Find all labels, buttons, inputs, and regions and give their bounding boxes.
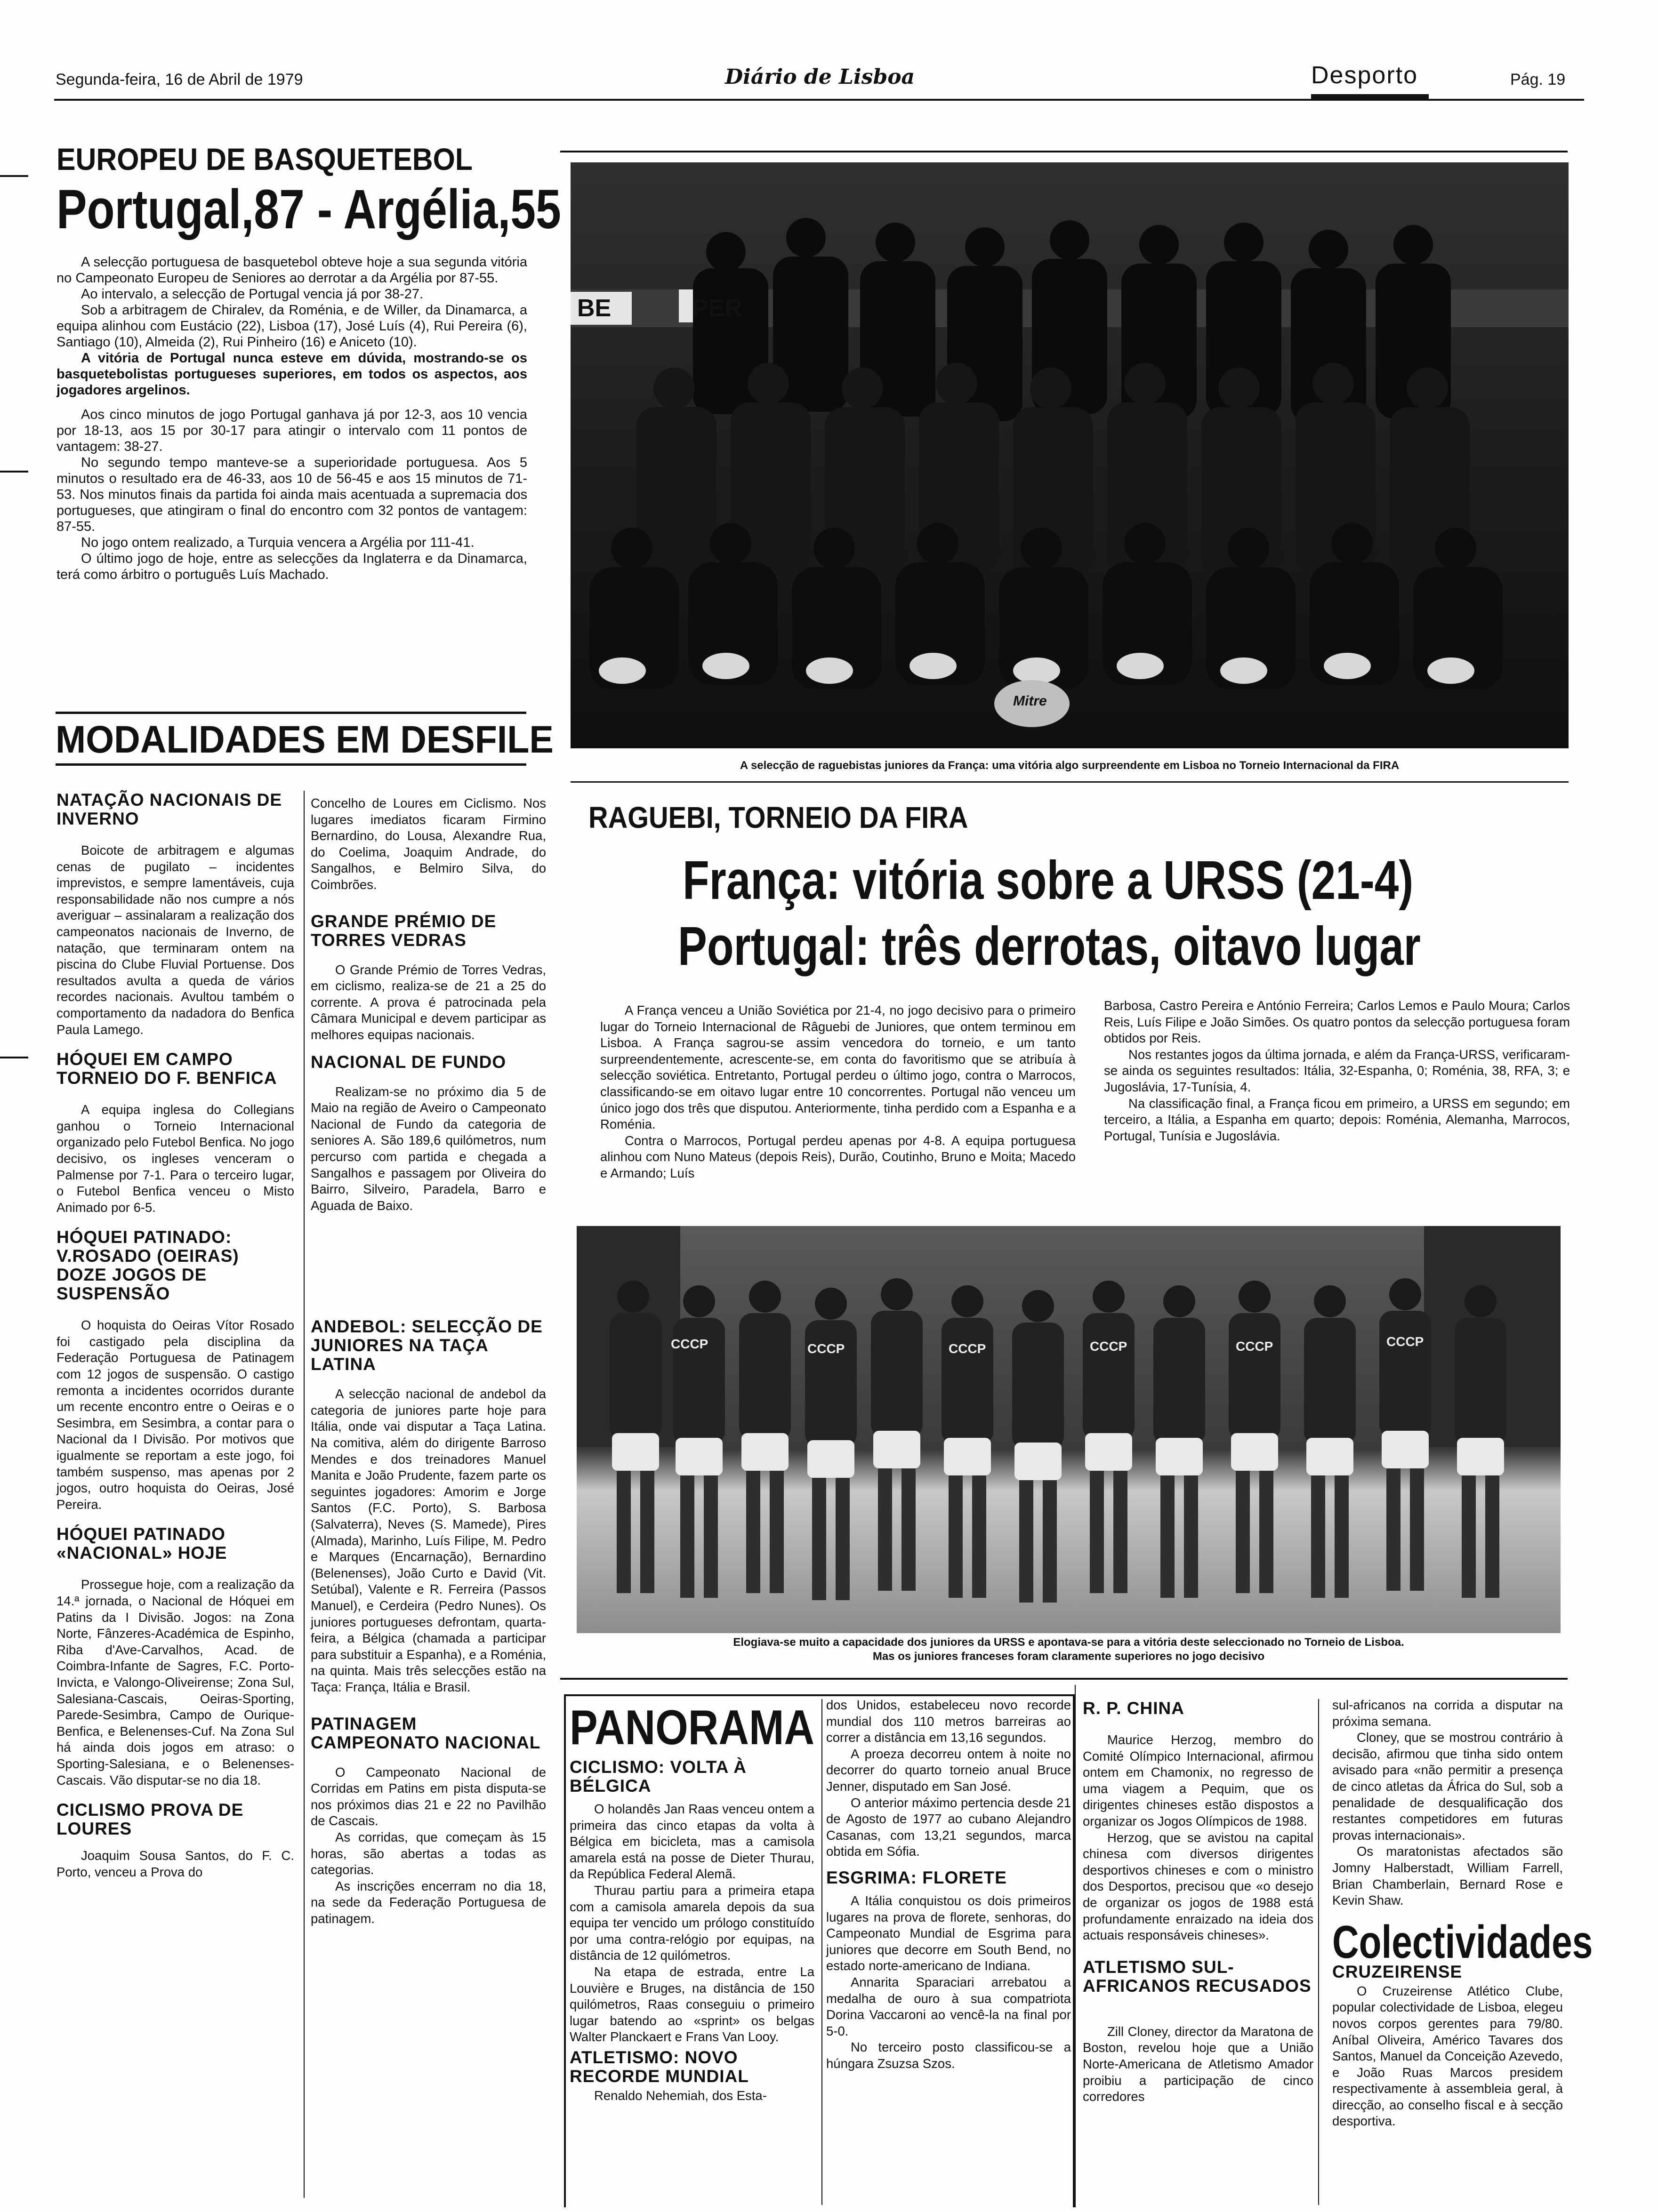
paragraph: Prossegue hoje, com a realização da 14.ª jornada, o Nacional de Hóquei em Patins da I Divisão. Jogos: na Zona Norte, Fânzeres-Académica de Espinho, Riba d'Ave-Carvalhos, Acad. de Coimbra-Infante de Sagres, F.C. Porto-Invicta, e Valongo-Oliveirense; Zona Sul, Salesiana-Cascais, Oeiras-Sporting, Parede-Sesimbra, Campo de Ourique-Benfica, e Belenenses-Cuf. Na Zona Sul há ainda dois jogos em atraso: o Sporting-Salesiana, e o Belenenses-Cascais. Vão disputar-se no dia 18.: [56, 1577, 294, 1787]
paragraph: Thurau partiu para a primeira etapa com a camisola amarela depois da sua equipa ter vencido um prólogo constituído por uma contra-relógio por equipas, na distância de 12 quilómetros.: [570, 1883, 814, 1963]
news-item: [56, 1801, 294, 1880]
team-photo-urss-graphic: [577, 1226, 1561, 1633]
item-title: ATLETISMO SUL-AFRICANOS RECUSADOS: [1083, 1957, 1312, 1996]
ball-brand: Mitre: [1013, 693, 1047, 709]
masthead-rule: [54, 99, 1584, 101]
caption-rule: [571, 781, 1569, 783]
shirt-lettering: CCCP: [1236, 1339, 1273, 1354]
item-body: [56, 1102, 294, 1216]
paragraph: O anterior máximo pertencia desde 21 de Agosto de 1977 ao cubano Alejandro Casanas, com 13,21 segundos, marca obtida em Sófia.: [826, 1795, 1071, 1859]
item-body: [311, 1764, 546, 1927]
paragraph: dos Unidos, estabeleceu novo recorde mundial dos 110 metros barreiras ao correr a distância em 13,16 segundos.: [826, 1698, 1071, 1745]
paragraph: Barbosa, Castro Pereira e António Ferreira; Carlos Lemos e Paulo Moura; Carlos Reis, Luís Filipe e João Simões. Os quatro pontos da selecção portuguesa foram obtidos por Reis.: [1104, 998, 1570, 1046]
column-divider: [821, 1699, 822, 2205]
basket-article: [56, 141, 561, 706]
modalidades-col-1: [56, 791, 294, 2207]
ad-board-text: BE: [577, 295, 612, 322]
rugby-headline-2-text: Portugal: três derrotas, oitavo lugar: [678, 915, 1421, 977]
colectividades-heading-text: Colectividades: [1332, 1915, 1593, 1968]
item-title: HÓQUEI PATINADO: V.ROSADO (OEIRAS) DOZE JOGOS DE SUSPENSÃO: [56, 1227, 239, 1304]
news-item: [56, 791, 294, 1038]
item-body: [826, 1697, 1071, 1860]
item-body: [570, 2088, 814, 2104]
paragraph: Sob a arbitragem de Chiralev, da Roménia, e de Willer, da Dinamarca, a equipa alinhou com Eustácio (22), Lisboa (17), José Luís (4), Rui Pereira (6), Santiago (10), Almeida (2), Rui Pinheiro (16) e Aniceto (10).: [56, 303, 527, 350]
newspaper-title: Diário de Lisboa: [725, 65, 915, 89]
rugby-kicker-text: RAGUEBI, TORNEIO DA FIRA: [588, 801, 968, 834]
margin-mark: [0, 175, 28, 177]
section-name: Desporto: [1311, 62, 1418, 89]
panorama-col-2: [826, 1697, 1071, 2205]
modalidades-heading: [56, 718, 554, 761]
paragraph: A selecção portuguesa de basquetebol obteve hoje a sua segunda vitória no Campeonato Europeu de Seniores ao derrotar a da Argélia por 87-55.: [56, 255, 527, 286]
basket-kicker: [56, 141, 527, 179]
paragraph: Boicote de arbitragem e algumas cenas de pugilato – incidentes imprevistos, e sempre lamentáveis, cuja responsabilidade não nos cumpre a nós averiguar – assinalaram a realização dos campeonatos nacionais de Inverno, de natação, que terminaram ontem na piscina do Clube Fluvial Portuense. Dos resultados avulta a queda de vários recordes nacionais. Avultou também o comportamento da nadadora do Benfica Paula Lamego.: [56, 843, 294, 1037]
team-photo-france-graphic: [571, 162, 1569, 748]
item-body: [826, 1893, 1071, 2072]
item-title: PATINAGEM CAMPEONATO NACIONAL: [311, 1714, 541, 1752]
paragraph: A selecção nacional de andebol da categoria de juniores parte hoje para Itália, onde vai disputar a Taça Latina. Na comitiva, além do dirigente Barroso Mendes e dos treinadores Manuel Manita e João Prudente, fazem parte os seguintes jogadores: Amorim e Jorge Santos (F.C. Porto), S. Barbosa (Salvaterra), Neves (S. Mamede), Pires (Almada), Marinho, Luís Filipe, M. Pedro e Marques (Encarnação), Bernardino (Belenenses), João Curto e David (Vit. Setúbal), Valente e R. Ferreira (Passos Manuel), e Cerdeira (Pedro Nunes). Os juniores portugueses defrontam, quarta-feira, a Bélgica (chamada a participar para substituir a Espanha), e a Roménia, na quinta. Mais três selecções estão na Taça: França, Itália e Brasil.: [311, 1387, 546, 1694]
shirt-lettering: CCCP: [1386, 1334, 1424, 1349]
modalidades-rule-bottom: [56, 763, 526, 766]
item-body: [56, 842, 294, 1038]
item-title: ANDEBOL: SELECÇÃO DE JUNIORES NA TAÇA LATINA: [311, 1317, 543, 1374]
item-title: NATAÇÃO NACIONAIS DE INVERNO: [56, 790, 282, 828]
paragraph: Zill Cloney, director da Maratona de Boston, revelou hoje que a União Norte-Americana de Atletismo Amador proibiu a participação de cinco corredores: [1083, 2024, 1313, 2104]
item-title: CICLISMO PROVA DE LOURES: [56, 1800, 244, 1839]
item-title: HÓQUEI PATINADO «NACIONAL» HOJE: [56, 1524, 227, 1563]
item-body: [56, 1848, 294, 1880]
panorama-heading: [570, 1700, 815, 1755]
column-divider: [304, 791, 305, 2198]
paragraph: Realizam-se no próximo dia 5 de Maio na região de Aveiro o Campeonato Nacional de Fundo da categoria de seniores A. São 189,6 quilómetros, num percurso com partida e chegada a Sangalhos e passagem por Oliveira do Bairro, Silveiro, Paradela, Barro e Aguada de Baixo.: [311, 1084, 546, 1213]
item-title: CICLISMO: VOLTA À BÉLGICA: [570, 1757, 747, 1795]
basket-headline-text: Portugal,87 - Argélia,55: [56, 178, 561, 240]
shirt-lettering: CCCP: [949, 1341, 986, 1356]
news-item: [56, 1050, 294, 1216]
rugby-headline-1: [683, 850, 1530, 915]
rugby-headline-2: [678, 915, 1525, 981]
paragraph: As corridas, que começam às 15 horas, são abertas a todas as categorias.: [311, 1829, 546, 1877]
paragraph: Os maratonistas afectados são Jomny Halberstadt, William Farrell, Brian Chamberlain, Bernard Rose e Kevin Shaw.: [1332, 1844, 1563, 1908]
paragraph: No jogo ontem realizado, a Turquia vencera a Argélia por 111-41.: [81, 535, 475, 550]
paragraph: As inscrições encerram no dia 18, na sede da Federação Portuguesa de patinagem.: [311, 1878, 546, 1926]
paragraph: A vitória de Portugal nunca esteve em dúvida, mostrando-se os basquetebolistas portugueses superiores, em todos os aspectos, aos jogadores argelinos.: [56, 351, 527, 398]
ad-board-text: PER: [692, 295, 742, 322]
panorama-col-4: [1332, 1697, 1593, 2205]
rugby-rule-bottom: [560, 1678, 1568, 1680]
paragraph: O holandês Jan Raas venceu ontem a primeira das cinco etapas da volta à Bélgica em bicicleta, mas a camisola amarela está na posse de Dieter Thurau, da República Federal Alemã.: [570, 1802, 814, 1882]
basket-kicker-text: EUROPEU DE BASQUETEBOL: [56, 142, 473, 176]
item-body: [1332, 1697, 1563, 1909]
paragraph: No segundo tempo manteve-se a superioridade portuguesa. Aos 5 minutos o resultado era de 46-33, aos 10 de 56-45 e aos 15 minutos de 71-53. Nos minutos finais da partida foi ainda mais acentuada a supremacia dos portugueses, que atingiram o final do encontro com 32 pontos de vantagem: 87-55.: [56, 455, 527, 534]
news-item: [56, 1525, 294, 1788]
news-item: [311, 1715, 546, 1927]
paragraph: Nos restantes jogos da última jornada, e além da França-URSS, verificaram-se ainda os seguintes resultados: Itália, 32-Espanha, 0; Roménia, 38, RFA, 3; e Jugoslávia, 17-Tunísia, 4.: [1104, 1047, 1570, 1094]
photo-caption-france: A selecção de raguebistas juniores da França: uma vitória algo surpreendente em Lisboa no Torneio Internacional da FIRA: [740, 759, 1400, 772]
column-divider: [1318, 1699, 1319, 2205]
item-title: HÓQUEI EM CAMPO TORNEIO DO F. BENFICA: [56, 1050, 277, 1088]
item-title: ESGRIMA: FLORETE: [826, 1867, 1007, 1887]
item-body: [56, 1577, 294, 1788]
rugby-kicker: [588, 800, 1295, 838]
paragraph: Na etapa de estrada, entre La Louvière e Bruges, na distância de 150 quilómetros, Raas conseguiu o primeiro lugar batendo ao «sprint» os belgas Walter Planckaert e Frans Van Looy.: [570, 1964, 814, 2044]
colectividades-heading: [1332, 1915, 1593, 1968]
item-body: [311, 795, 546, 893]
paragraph: O último jogo de hoje, entre as selecções da Inglaterra e da Dinamarca, terá como árbitro o português Luís Machado.: [56, 551, 527, 582]
paragraph: A equipa inglesa do Collegians ganhou o Torneio Internacional organizado pelo Futebol Benfica. No jogo decisivo, os ingleses venceram o Palmense por 7-1. Para o terceiro lugar, o Futebol Benfica venceu o Misto Animado por 6-5.: [56, 1102, 294, 1215]
item-body: [1083, 1732, 1313, 1944]
news-item: [311, 1317, 546, 1695]
rugby-col-a: [600, 1002, 1076, 1214]
item-body: [311, 1386, 546, 1695]
item-title: ATLETISMO: NOVO RECORDE MUNDIAL: [570, 2047, 749, 2086]
paragraph: O Cruzeirense Atlético Clube, popular colectividade de Lisboa, elegeu novos corpos gerentes para 79/80. Aníbal Oliveira, Américo Tavares dos Santos, Manuel da Conceição Azevedo, e João Ruas Marcos presidem respectivamente à assembleia geral, à direcção, ao conselho fiscal e à secção desportiva.: [1332, 1983, 1563, 2129]
news-item: [311, 912, 546, 1043]
panorama-heading-text: PANORAMA: [570, 1700, 815, 1755]
team-photo-france: [571, 162, 1569, 748]
modalidades-heading-text: MODALIDADES EM DESFILE: [56, 718, 554, 761]
paragraph: O hoquista do Oeiras Vítor Rosado foi castigado pela disciplina da Federação Portuguesa de Patinagem com 12 jogos de suspensão. O castigo remonta a incidentes ocorridos durante um recente encontro entre o Oeiras e o Sesimbra, em Sesimbra, a contar para o Nacional da I Divisão. Por motivos que igualmente se reportam a este jogo, foi também suspenso, mas apenas por 2 jogos, outro hoquista do Oeiras, José Pereira.: [56, 1318, 294, 1512]
shirt-lettering: CCCP: [671, 1337, 708, 1351]
page-number: Pág. 19: [1510, 71, 1566, 88]
basket-headline: [56, 178, 561, 245]
paragraph: Ao intervalo, a selecção de Portugal vencia já por 38-27.: [81, 287, 424, 302]
rugby-headline-1-text: França: vitória sobre a URSS (21-4): [683, 850, 1414, 911]
news-item: [311, 1053, 546, 1214]
shirt-lettering: CCCP: [1090, 1339, 1127, 1354]
rugby-col-b: [1104, 998, 1570, 1214]
photo-caption-urss: [577, 1635, 1561, 1664]
margin-mark: [0, 1057, 28, 1058]
team-photo-urss: [577, 1226, 1561, 1633]
basket-body: [56, 245, 527, 583]
paragraph: Concelho de Loures em Ciclismo. Nos lugares imediatos ficaram Firmino Bernardino, do Lousa, Alexandre Rua, do Coelima, Joaquim Andrade, do Sangalhos, e Belmiro Silva, do Coimbrões.: [311, 796, 546, 892]
paragraph: Cloney, que se mostrou contrário à decisão, afirmou que tinha sido ontem avisado para «não permitir a presença de cinco atletas da África do Sul, sob a penalidade de desqualificação dos restantes competidores em futuras provas internacionais».: [1332, 1730, 1563, 1843]
item-body: [311, 962, 546, 1043]
paragraph: Annarita Sparaciari arrebatou a medalha de ouro à sua compatriota Dorina Vaccaroni ao vencê-la na final por 5-0.: [826, 1974, 1071, 2038]
paragraph: Joaquim Sousa Santos, do F. C. Porto, venceu a Prova do: [56, 1848, 294, 1879]
item-title: CRUZEIRENSE: [1332, 1962, 1463, 1981]
paragraph: No terceiro posto classificou-se a húngara Zsuzsa Szos.: [826, 2040, 1071, 2071]
paragraph: A Itália conquistou os dois primeiros lugares na prova de florete, senhoras, do Campeonato Mundial de Esgrima para juniores que decorre em South Bend, no estado norte-americano de Indiana.: [826, 1893, 1071, 1973]
item-body: [1332, 1983, 1563, 2130]
item-body: [311, 1084, 546, 1214]
paragraph: O Campeonato Nacional de Corridas em Patins em pista disputa-se nos próximos dias 21 e 22 no Pavilhão de Cascais.: [311, 1764, 546, 1828]
paragraph: Herzog, que se avistou na capital chinesa com diversos dirigentes desportivos chineses e com o ministro dos Desportos, precisou que «o desejo de organizar os jogos de 1988 está profundamente enraizado na ideia dos actuais responsáveis chineses».: [1083, 1830, 1313, 1943]
item-body: [56, 1317, 294, 1513]
item-title: R. P. CHINA: [1083, 1699, 1184, 1718]
column-divider: [1075, 1685, 1076, 2207]
panorama-col-1: [570, 1758, 814, 2205]
news-item: [56, 1228, 294, 1513]
caption-line-2: Mas os juniores franceses foram claramente superiores no jogo decisivo: [872, 1650, 1265, 1663]
item-title: GRANDE PRÉMIO DE TORRES VEDRAS: [311, 911, 497, 950]
margin-mark: [0, 471, 28, 473]
caption-line-1: Elogiava-se muito a capacidade dos juniores da URSS e apontava-se para a vitória deste seleccionado no Torneio de Lisboa.: [733, 1636, 1404, 1649]
shirt-lettering: CCCP: [807, 1341, 845, 1356]
paragraph: Aos cinco minutos de jogo Portugal ganhava já por 12-3, aos 10 vencia por 18-13, aos 15 por 30-17 para atingir o intervalo com 11 pontos de vantagem: 38-27.: [56, 407, 527, 454]
paragraph: A França venceu a União Soviética por 21-4, no jogo decisivo para o primeiro lugar do Torneio Internacional de Râguebi de Juniores, que ontem terminou em Lisboa. A França sagrou-se assim vencedora do torneio, e um tanto surpreendentemente, acrescente-se, em conta do favoritismo que se atribuía à selecção soviética. Entretanto, Portugal perdeu o último jogo, contra o Marrocos, classificando-se em oitavo lugar entre 10 concorrentes. Portugal não venceu um único jogo dos três que disputou. Anteriormente, tinha perdido com a Espanha e a Roménia.: [600, 1003, 1076, 1132]
rugby-rule-top: [560, 151, 1568, 152]
paragraph: Renaldo Nehemiah, dos Esta-: [594, 2088, 767, 2103]
paragraph: Contra o Marrocos, Portugal perdeu apenas por 4-8. A equipa portuguesa alinhou com Nuno Mateus (depois Reis), Durão, Coutinho, Bruno e Moita; Macedo e Armando; Luís: [600, 1133, 1076, 1180]
paragraph: A proeza decorreu ontem à noite no decorrer do quarto torneio anual Bruce Jenner, disputado em San José.: [826, 1746, 1071, 1794]
paragraph: Na classificação final, a França ficou em primeiro, a URSS em segundo; em terceiro, a Itália, a Espanha em quarto; depois: Roménia, Alemanha, Marrocos, Portugal, Tunísia e Jugoslávia.: [1104, 1096, 1570, 1143]
issue-date: Segunda-feira, 16 de Abril de 1979: [56, 71, 303, 88]
modalidades-col-2: [311, 795, 546, 2207]
paragraph: O Grande Prémio de Torres Vedras, em ciclismo, realiza-se de 21 a 25 do corrente. A prova é patrocinada pela Câmara Municipal e devem participar as melhores equipas nacionais.: [311, 962, 546, 1042]
modalidades-rule-top: [56, 712, 526, 714]
paragraph: sul-africanos na corrida a disputar na próxima semana.: [1332, 1698, 1563, 1729]
panorama-col-3: [1083, 1699, 1313, 2207]
item-title: NACIONAL DE FUNDO: [311, 1052, 507, 1072]
item-body: [1083, 2024, 1313, 2105]
item-body: [570, 1801, 814, 2045]
paragraph: Maurice Herzog, membro do Comité Olímpico Internacional, afirmou ontem em Chamonix, no regresso de uma viagem a Pequim, que os dirigentes chineses estão dispostos a organizar os Jogos Olímpicos de 1988.: [1083, 1732, 1313, 1828]
